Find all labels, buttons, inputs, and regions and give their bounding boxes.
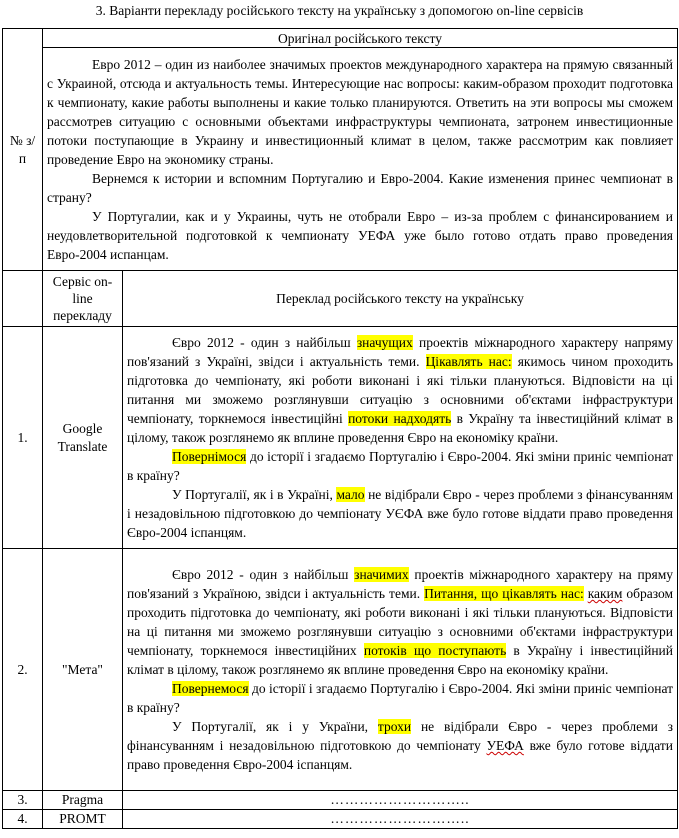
text-run: вже було готове віддати право проведення Євро-2004 іспанцям. [127, 738, 674, 772]
translation-row-pragma [3, 791, 678, 810]
original-text-cell [43, 48, 678, 271]
row-number: 1. [3, 327, 43, 549]
text-run: проектів міжнародного характеру на пряму пов'язаний з Україною, звідси і актуальність теми. [127, 567, 674, 601]
highlighted-phrase: Цікавлять нас: [425, 354, 512, 369]
text-run: в Україну та інвестиційний клімат в цілому, також розглянемо як вплине проведення Євро на економіку країни. [127, 411, 673, 445]
highlighted-phrase: Повернімося [172, 449, 247, 464]
translation-paragraph-3 [127, 485, 673, 542]
translation-paragraph-2 [127, 447, 673, 485]
translation-table [2, 28, 678, 829]
service-header-cell [43, 271, 123, 327]
translation-row-promt [3, 810, 678, 829]
original-text-row [3, 48, 678, 271]
translation-title: Переклад російського тексту на українську [276, 291, 524, 306]
translation-text-cell [123, 549, 678, 791]
text-run: У Португалії, як і у України, [172, 719, 378, 734]
text-run: образом проходить підготовка до чемпіонату, які роботи виконані і які тільки плануються. Відповісти на ці питання ми зможемо розглянувши ситуацію з основними об'єктами інфраструктури чемпіонату, торкнемося інвестиційних [127, 586, 674, 658]
number-header: № з/п [9, 132, 36, 166]
highlighted-phrase: трохи [377, 719, 412, 734]
table-caption: 3. Варіанти перекладу російського тексту на українську з допомогою on-line сервісів [95, 3, 584, 18]
original-paragraph-1: Евро 2012 – один из наиболее значимых проектов международного характера на прямую связанный с Украиной, отсюда и актуальность темы. Интересующие нас вопросы: каким-образом проходит подготовка к чемпионату, какие работы выполнены и какие только планируются. Ответить на эти вопросы мы сможем рассмотрев ситуацию с основными объектами инфраструктуры чемпионата, затронем инвестиционные потоки поступающие в Украину и инвестиционный климат в целом, также рассмотрим как повлияет проведение Евро на экономику страны. [47, 56, 674, 167]
row-number: 2. [3, 549, 43, 791]
translation-paragraph-2 [127, 679, 673, 717]
text-run: не відібрали Євро - через проблеми з фінансуванням і незадовільною підготовкою до чемпіонату УЄФА вже було готове віддати право проведення Євро-2004 іспанцям. [127, 487, 674, 540]
highlighted-phrase: Питання, що цікавлять нас: [424, 586, 584, 601]
translation-paragraph-3 [127, 717, 673, 774]
translation-header-row [3, 271, 678, 327]
translation-placeholder: ……………………….. [123, 791, 678, 810]
highlighted-phrase: потоки надходять [348, 411, 452, 426]
spellcheck-word: УЕФА [486, 738, 524, 753]
empty-header-cell [3, 271, 43, 327]
original-paragraph-2: Вернемся к истории и вспомним Португалию и Евро-2004. Какие изменения принес чемпионат в страну? [47, 170, 674, 205]
translation-placeholder: ……………………….. [123, 810, 678, 829]
original-header-row [3, 29, 678, 48]
text-run: У Португалії, як і в Україні, [172, 487, 337, 502]
highlighted-phrase: Повернемося [172, 681, 249, 696]
text-run: в Україну і інвестиційний клімат в цілому, також розглянемо як вплине проведення Євро на економіку країни. [127, 643, 673, 677]
original-title-cell [43, 29, 678, 48]
text-run: Євро 2012 - один з найбільш [172, 567, 355, 582]
original-title: Оригінал російського тексту [278, 30, 442, 46]
row-number: 3. [3, 791, 43, 810]
text-run: проектів міжнародного характеру напряму пов'язаний з Україні, звідси і актуальність теми. [127, 335, 674, 369]
translation-text-cell [123, 327, 678, 549]
service-name: Pragma [43, 791, 123, 810]
translation-paragraph-1 [127, 565, 673, 679]
translation-paragraph-1 [127, 333, 673, 447]
text-run: Євро 2012 - один з найбільш [172, 335, 357, 350]
translation-row-meta [3, 549, 678, 791]
service-name: "Мета" [43, 549, 123, 791]
highlighted-phrase: значимих [354, 567, 409, 582]
highlighted-phrase: мало [336, 487, 365, 502]
text-run: якимось чином проходить підготовка до чемпіонату, які роботи виконані і які тільки плануються. Відповісти на ці питання ми зможемо розглянувши ситуацію з основними об'єктами інфраструктури чемпіонату, торкнемося інвестиційні [127, 354, 674, 426]
service-header: Сервіс on-line перекладу [52, 274, 113, 323]
service-name: Google Translate [43, 327, 123, 549]
number-header-cell [3, 29, 43, 271]
row-number: 4. [3, 810, 43, 829]
text-run: не відібрали Євро - через проблеми з фінансуванням і незадовільною підготовкою до чемпіонату [127, 719, 674, 753]
original-paragraph-3: У Португалии, как и у Украины, чуть не отобрали Евро – из-за проблем с финансированием и неудовлетворительной подготовкой к чемпионату УЕФА уже было готово отдать право проведения Евро-2004 испанцам. [47, 208, 674, 262]
translation-row-google [3, 327, 678, 549]
text-run: до історії і згадаємо Португалію і Євро-2004. Які зміни приніс чемпіонат в країну? [127, 449, 674, 483]
translation-title-cell [123, 271, 678, 327]
spellcheck-word: каким [587, 586, 623, 601]
service-name: PROMT [43, 810, 123, 829]
highlighted-phrase: потоків що поступають [363, 643, 507, 658]
highlighted-phrase: значущих [356, 335, 413, 350]
text-run: до історії і згадаємо Португалію і Євро-2004. Які зміни приніс чемпіонат в країну? [127, 681, 674, 715]
